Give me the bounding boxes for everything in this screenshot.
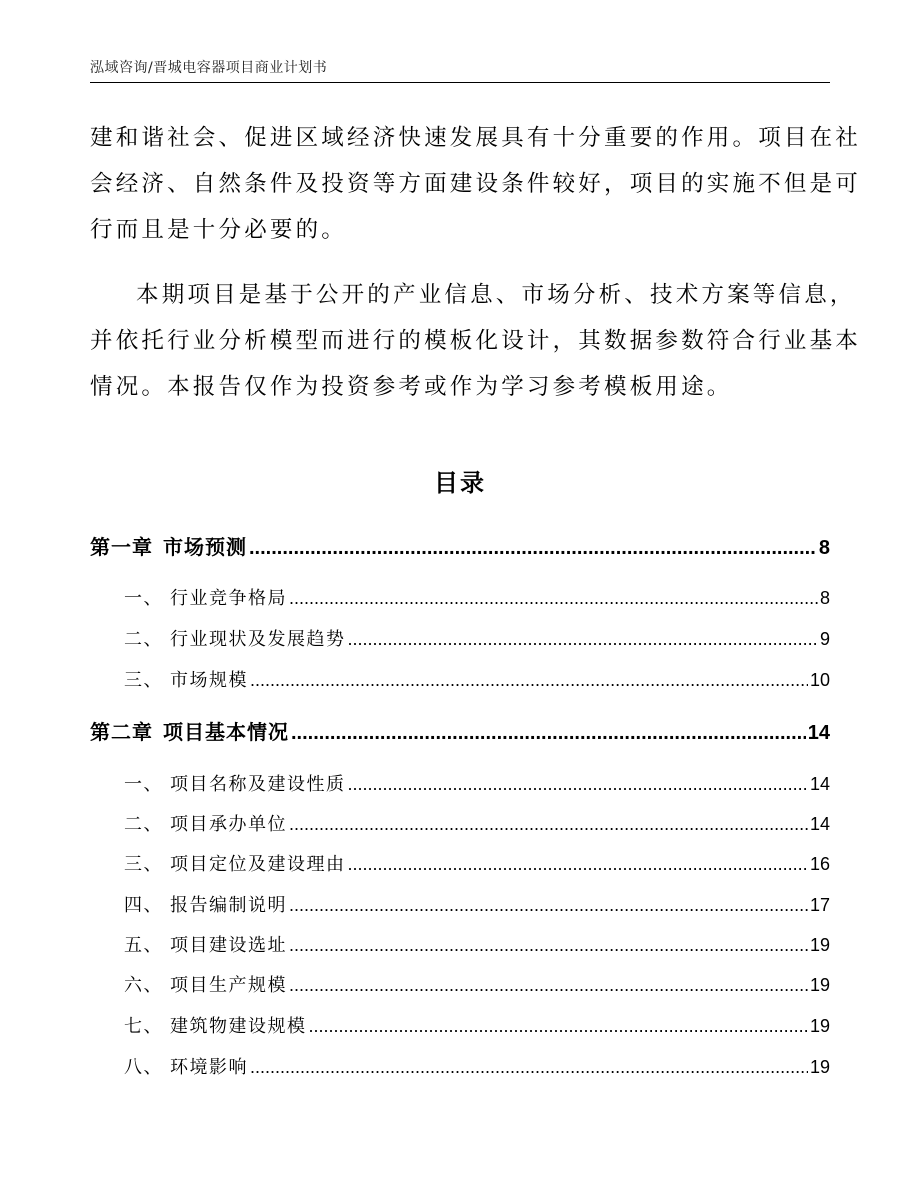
toc-entry-title: 环境影响 <box>170 1057 248 1078</box>
header-divider <box>90 82 830 83</box>
toc-entry-title: 项目生产规模 <box>170 975 287 996</box>
toc-entry-page: 14 <box>809 814 830 834</box>
toc-entry-number: 第一章 <box>90 535 153 559</box>
toc-section-entry[interactable] <box>124 891 830 917</box>
toc-entry-title: 行业现状及发展趋势 <box>170 629 346 650</box>
toc-entry-title: 建筑物建设规模 <box>170 1016 307 1037</box>
toc-entry-page: 8 <box>819 588 830 608</box>
toc-entry-number: 第二章 <box>90 720 153 744</box>
toc-leader-dots <box>289 975 808 996</box>
toc-entry-title: 行业竞争格局 <box>170 588 287 609</box>
toc-entry-number: 六、 <box>124 975 163 996</box>
toc-entry-number: 二、 <box>124 814 163 835</box>
toc-entry-number: 一、 <box>124 774 163 795</box>
toc-entry-title: 项目名称及建设性质 <box>170 774 346 795</box>
toc-entry-page: 8 <box>818 537 830 559</box>
page-header: 泓域咨询/晋城电容器项目商业计划书 <box>90 60 328 76</box>
toc-entry-number: 四、 <box>124 895 163 916</box>
body-paragraph-1 <box>90 115 862 253</box>
toc-entry-title: 市场预测 <box>163 535 247 559</box>
toc-section-entry[interactable] <box>124 971 830 997</box>
toc-title: 目录 <box>434 469 486 497</box>
toc-entry-title: 报告编制说明 <box>170 895 287 916</box>
toc-entry-number: 七、 <box>124 1016 163 1037</box>
toc-entry-page: 19 <box>809 935 830 955</box>
paragraph-line: 本期项目是基于公开的产业信息、市场分析、技术方案等信息， <box>136 282 856 308</box>
toc-entry-title: 项目承办单位 <box>170 814 287 835</box>
toc-entry-title: 项目基本情况 <box>163 720 289 744</box>
toc-entry-page: 9 <box>819 629 830 649</box>
toc-entry-title: 市场规模 <box>170 670 248 691</box>
toc-entry-page: 17 <box>809 895 830 915</box>
toc-leader-dots <box>249 537 817 560</box>
toc-section-entry[interactable] <box>124 666 830 692</box>
toc-entry-page: 14 <box>809 774 830 794</box>
toc-entry-page: 19 <box>809 1016 830 1036</box>
paragraph-line: 情况。本报告仅作为投资参考或作为学习参考模板用途。 <box>90 374 733 400</box>
toc-entry-page: 10 <box>809 670 830 690</box>
paragraph-line: 会经济、自然条件及投资等方面建设条件较好，项目的实施不但是可 <box>90 171 862 197</box>
toc-chapter-entry[interactable] <box>90 531 830 560</box>
paragraph-line: 建和谐社会、促进区域经济快速发展具有十分重要的作用。项目在社 <box>90 125 862 151</box>
toc-leader-dots <box>250 1057 808 1078</box>
toc-section-entry[interactable] <box>124 931 830 957</box>
toc-entry-number: 三、 <box>124 854 163 875</box>
toc-leader-dots <box>348 854 808 875</box>
toc-chapter-entry[interactable] <box>90 716 830 745</box>
toc-section-entry[interactable] <box>124 625 830 651</box>
toc-entry-page: 16 <box>809 854 830 874</box>
toc-entry-number: 八、 <box>124 1057 163 1078</box>
toc-leader-dots <box>289 814 808 835</box>
toc-leader-dots <box>309 1016 808 1037</box>
toc-leader-dots <box>250 670 808 691</box>
toc-section-entry[interactable] <box>124 770 830 796</box>
toc-section-entry[interactable] <box>124 584 830 610</box>
toc-section-entry[interactable] <box>124 1012 830 1038</box>
toc-section-entry[interactable] <box>124 810 830 836</box>
toc-leader-dots <box>289 895 808 916</box>
toc-entry-number: 五、 <box>124 935 163 956</box>
toc-leader-dots <box>289 935 808 956</box>
toc-entry-title: 项目定位及建设理由 <box>170 854 346 875</box>
toc-entry-page: 14 <box>807 722 830 744</box>
toc-entry-number: 一、 <box>124 588 163 609</box>
toc-section-entry[interactable] <box>124 850 830 876</box>
paragraph-line: 并依托行业分析模型而进行的模板化设计，其数据参数符合行业基本 <box>90 328 862 354</box>
body-paragraph-2 <box>90 272 862 410</box>
toc-entry-number: 二、 <box>124 629 163 650</box>
toc-leader-dots <box>289 588 818 609</box>
toc-leader-dots <box>291 722 806 745</box>
toc-entry-page: 19 <box>809 1057 830 1077</box>
paragraph-line: 行而且是十分必要的。 <box>90 217 348 243</box>
toc-entry-title: 项目建设选址 <box>170 935 287 956</box>
toc-section-entry[interactable] <box>124 1053 830 1079</box>
toc-leader-dots <box>348 774 808 795</box>
toc-entry-page: 19 <box>809 975 830 995</box>
toc-leader-dots <box>348 629 818 650</box>
toc-entry-number: 三、 <box>124 670 163 691</box>
